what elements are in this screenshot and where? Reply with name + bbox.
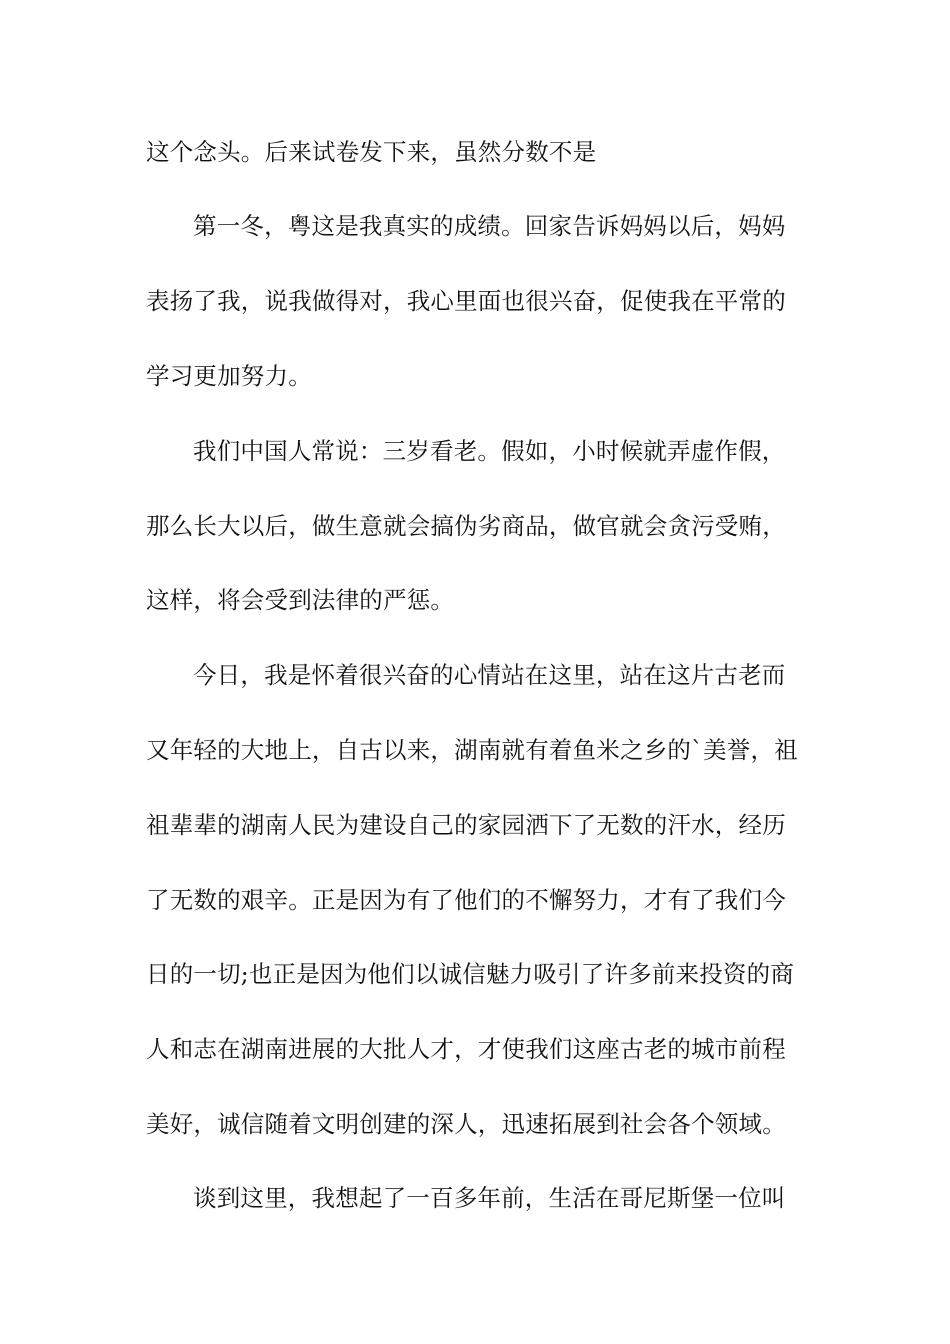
text-line-10: 祖辈辈的湖南人民为建设自己的家园洒下了无数的汗水，经历: [146, 811, 786, 839]
text-line-12: 日的一切;也正是因为他们以诚信魅力吸引了许多前来投资的商: [146, 960, 795, 988]
text-line-4: 学习更加努力。: [146, 362, 312, 390]
text-line-9: 又年轻的大地上，自古以来，湖南就有着鱼米之乡的`美誉，祖: [146, 736, 798, 764]
text-line-6: 那么长大以后，做生意就会搞伪劣商品，做官就会贪污受贿，: [146, 512, 786, 540]
text-line-11: 了无数的艰辛。正是因为有了他们的不懈努力，才有了我们今: [146, 886, 786, 914]
text-line-13: 人和志在湖南进展的大批人才，才使我们这座古老的城市前程: [146, 1035, 786, 1063]
text-line-7: 这样，将会受到法律的严惩。: [146, 586, 455, 614]
text-line-5: 我们中国人常说：三岁看老。假如，小时候就弄虚作假，: [193, 437, 786, 465]
text-line-15: 谈到这里，我想起了一百多年前，生活在哥尼斯堡一位叫: [193, 1184, 786, 1212]
text-line-1: 这个念头。后来试卷发下来，虽然分数不是: [146, 138, 597, 166]
text-line-2: 第一冬，粤这是我真实的成绩。回家告诉妈妈以后，妈妈: [193, 212, 786, 240]
text-line-3: 表扬了我，说我做得对，我心里面也很兴奋，促使我在平常的: [146, 287, 786, 315]
text-line-14: 美好，诚信随着文明创建的深人，迅速拓展到社会各个领域。: [146, 1110, 786, 1138]
text-line-8: 今日，我是怀着很兴奋的心情站在这里，站在这片古老而: [193, 661, 786, 689]
